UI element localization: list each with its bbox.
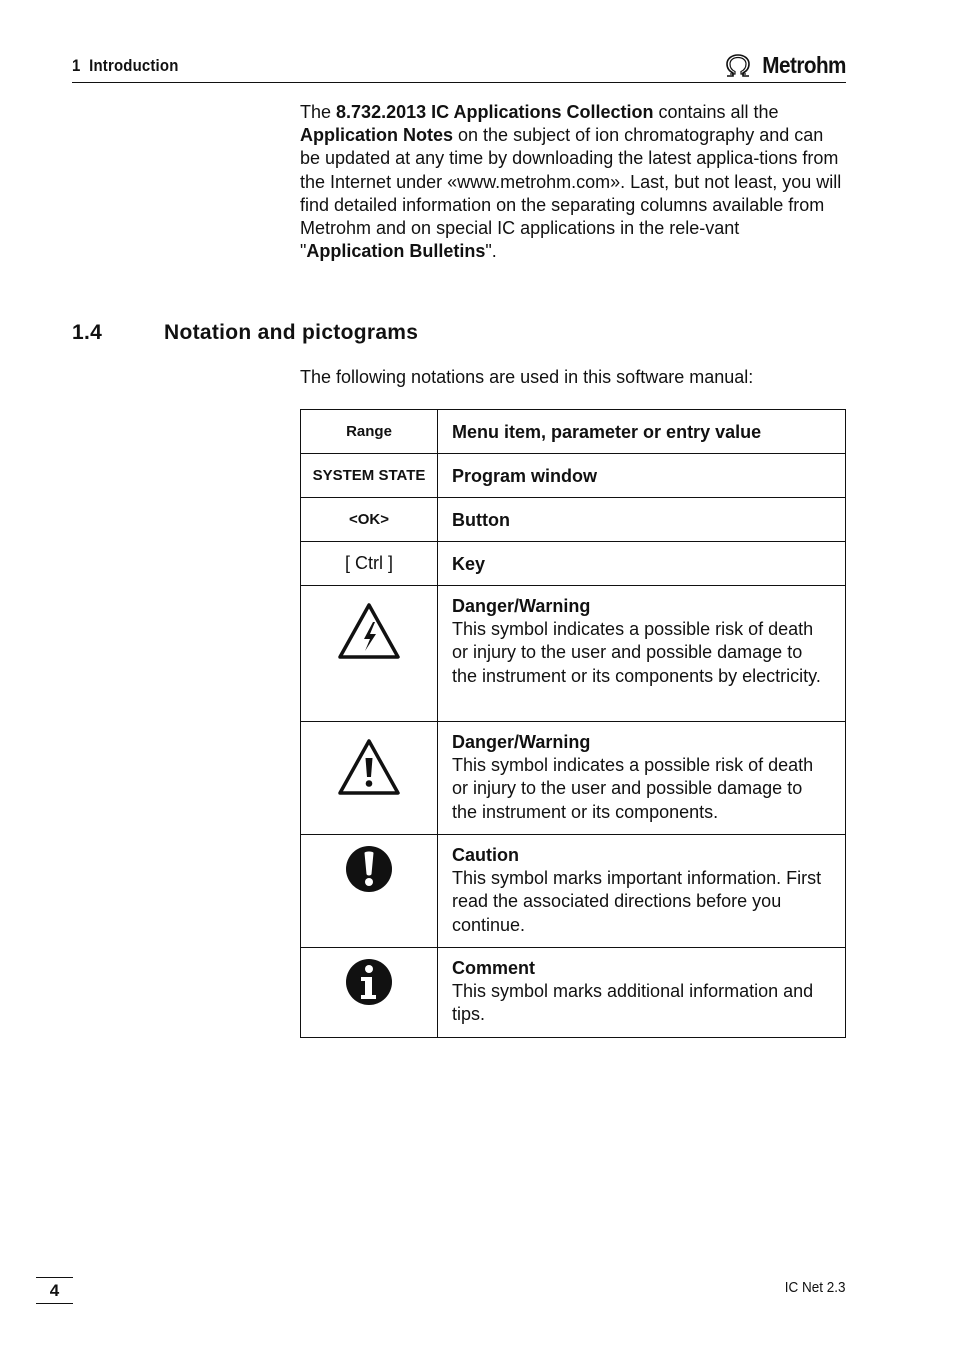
notation-table <box>300 409 846 1038</box>
table-row <box>301 454 846 498</box>
notation-term: Menu item, parameter or entry value <box>452 421 762 442</box>
notation-description <box>438 542 846 586</box>
notation-description <box>438 498 846 542</box>
notation-description <box>438 454 846 498</box>
notation-term: Button <box>452 509 510 530</box>
intro-text: contains all the <box>653 102 779 122</box>
pictogram-description <box>438 586 846 722</box>
page-header <box>72 52 846 83</box>
notation-symbol: SYSTEM STATE <box>301 454 438 498</box>
pictogram-description <box>438 835 846 948</box>
pictogram-term: Comment <box>452 958 536 978</box>
notation-term: Program window <box>452 465 598 486</box>
intro-bold-bulletins: Application Bulletins <box>306 241 486 262</box>
section-number: 1.4 <box>72 321 103 344</box>
pictogram-term: Danger/Warning <box>452 732 591 752</box>
notation-symbol: Range <box>301 410 438 454</box>
table-row <box>301 835 846 948</box>
intro-text: ". <box>485 241 497 262</box>
pictogram-description <box>438 948 846 1038</box>
pictogram-text: This symbol indicates a possible risk of death or injury to the user and possible damage to the instrument or its components by electricity. <box>452 619 821 686</box>
intro-text: on the subject of ion chromatography and can be updated at any time by downloading the latest applica-tions from the Internet under «www.metrohm.com». Last, but not least, you will find detailed information on the separating columns available from Metrohm and on special IC applications in the rele-vant " <box>300 125 842 262</box>
pictogram-cell <box>301 948 438 1038</box>
brand-logo <box>723 52 846 79</box>
pictogram-cell <box>301 586 438 722</box>
caution-exclamation-icon <box>345 845 393 893</box>
info-icon <box>345 958 393 1006</box>
pictogram-text: This symbol marks additional information and tips. <box>452 981 814 1025</box>
pictogram-term: Danger/Warning <box>452 596 591 616</box>
pictogram-text: This symbol marks important information. First read the associated directions before you continue. <box>452 868 822 935</box>
omega-icon <box>723 53 753 79</box>
pictogram-text: This symbol indicates a possible risk of death or injury to the user and possible damage to the instrument or its components. <box>452 755 814 822</box>
pictogram-cell <box>301 835 438 948</box>
intro-bold-notes: Application Notes <box>300 125 454 146</box>
table-row <box>301 542 846 586</box>
table-row <box>301 722 846 835</box>
intro-text: The <box>300 102 337 122</box>
pictogram-description <box>438 722 846 835</box>
lead-text: The following notations are used in this software manual: <box>300 367 754 387</box>
section-title: Notation and pictograms <box>164 321 419 344</box>
header-section-title: 1 Introduction <box>72 56 179 75</box>
pictogram-term: Caution <box>452 845 519 865</box>
table-row <box>301 410 846 454</box>
pictogram-cell <box>301 722 438 835</box>
notation-symbol: <OK> <box>301 498 438 542</box>
notation-term: Key <box>452 553 486 574</box>
page-number: 4 <box>36 1277 73 1304</box>
electric-danger-icon <box>337 602 401 660</box>
warning-triangle-icon <box>337 738 401 796</box>
notation-symbol: [ Ctrl ] <box>301 542 438 586</box>
table-row <box>301 948 846 1038</box>
intro-bold-collection: 8.732.2013 IC Applications Collection <box>336 102 654 122</box>
table-row <box>301 498 846 542</box>
brand-name: Metrohm <box>762 52 846 78</box>
intro-paragraph <box>300 101 848 263</box>
notation-description <box>438 410 846 454</box>
table-row <box>301 586 846 722</box>
product-name: IC Net 2.3 <box>785 1279 846 1296</box>
